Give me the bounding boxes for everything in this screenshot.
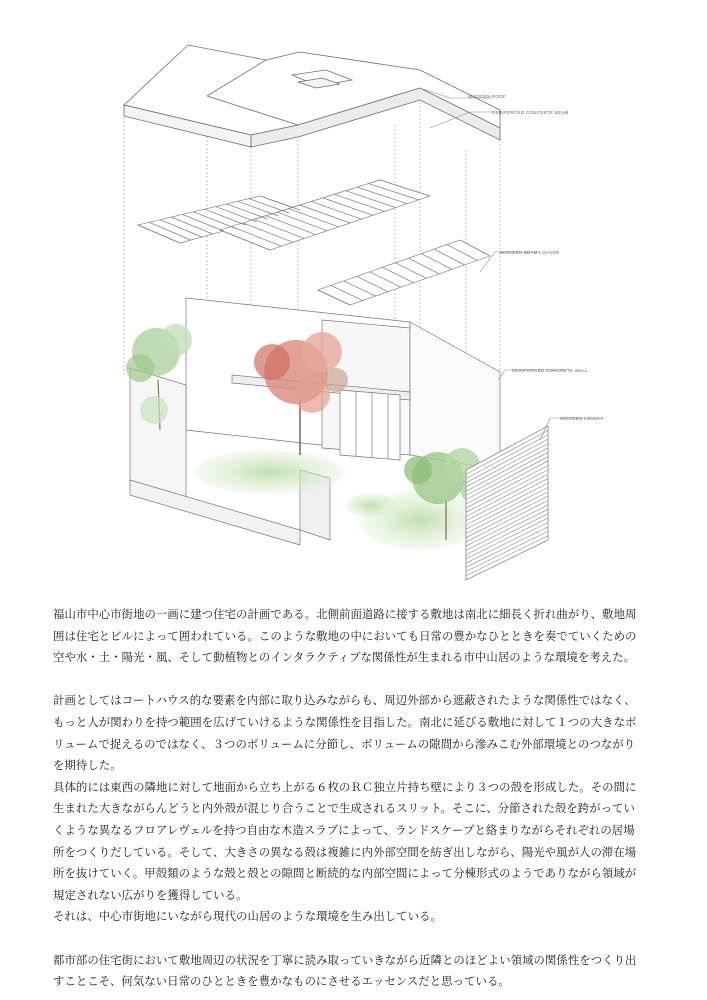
text-line: 具体的には東西の隣地に対して地面から立ち上がる６枚のＲＣ独立片持ち壁により３つの殻を形成した。その間に	[53, 779, 637, 794]
text-line: リュームで捉えるのではなく、３つのボリュームに分節し、ボリュームの隙間から滲みこむ外部環境とのつながり	[53, 736, 636, 751]
label-wooden-roof: WOODEN ROOF	[468, 94, 506, 99]
text-line: 空や水・土・陽光・風、そして動植物とのインタラクティブな関係性が生まれる市中山居のような環境を考えた。	[53, 650, 636, 665]
label-wooden-beam-louver: WOODEN BEAM LOUVER	[500, 250, 560, 255]
louver-slats	[138, 180, 490, 305]
text-line: それは、中心市街地にいながら現代の山居のような環境を生み出している。	[53, 909, 442, 924]
text-line: 所をつくりだしている。そして、大きさの異なる殻は複雑に内外部空間を紡ぎ出しながら、陽光や風が人の滞在場	[53, 844, 637, 859]
wooden-beam-louver	[138, 180, 490, 305]
text-line: 囲は住宅とビルによって囲われている。このような敷地の中においても日常の豊かなひとときを奏でていくための	[53, 628, 637, 643]
text-line: 都市部の住宅街において敷地周辺の状況を丁寧に読み取っていきながら近隣とのほどよい領域の関係性をつくり出	[53, 952, 637, 967]
text-line: 生まれた大きながらんどうと内外殻が混じり合うことで生成されるスリット。そこに、分節された殻を跨がってい	[53, 801, 635, 816]
text-line: 規定されない広がりを獲得している。	[53, 887, 248, 902]
label-reinforced-concrete-beam: REINFORCED CONCRETE BEAM	[492, 110, 569, 115]
text-line: を期待した。	[53, 758, 122, 773]
paragraph-2	[53, 690, 663, 928]
paragraph-3	[53, 950, 663, 993]
text-line: 計画としてはコートハウス的な要素を内部に取り込みながらも、周辺外部から遮蔽されたような関係性ではなく、	[53, 693, 636, 708]
label-wooden-louver: WOODEN LOUVER	[560, 416, 604, 421]
label-reinforced-concrete-wall: REINFORCED CONCRETE WALL	[512, 368, 588, 373]
text-line: くような異なるフロアレヴェルを持つ自由な木造スラブによって、ランドスケープと絡まりながらそれぞれの居場	[53, 822, 635, 837]
text-line: すことこそ、何気ない日常のひとときを豊かなものにさせるエッセンスだと思っている。	[53, 974, 510, 989]
paragraph-1	[53, 604, 663, 669]
text-line: 所を抜けていく。甲殻類のような殻と殻との隙間と断続的な内部空間によって分棟形式のようでありながら領域が	[53, 866, 637, 881]
text-line: 福山市中心市街地の一画に建つ住宅の計画である。北側前面道路に接する敷地は南北に細長く折れ曲がり、敷地周	[53, 607, 637, 621]
text-line: もっと人が関わりを持つ範囲を広げていけるような関係性を目指した。南北に延びる敷地に対して１つの大きなボ	[53, 714, 637, 729]
description-text	[53, 604, 663, 993]
